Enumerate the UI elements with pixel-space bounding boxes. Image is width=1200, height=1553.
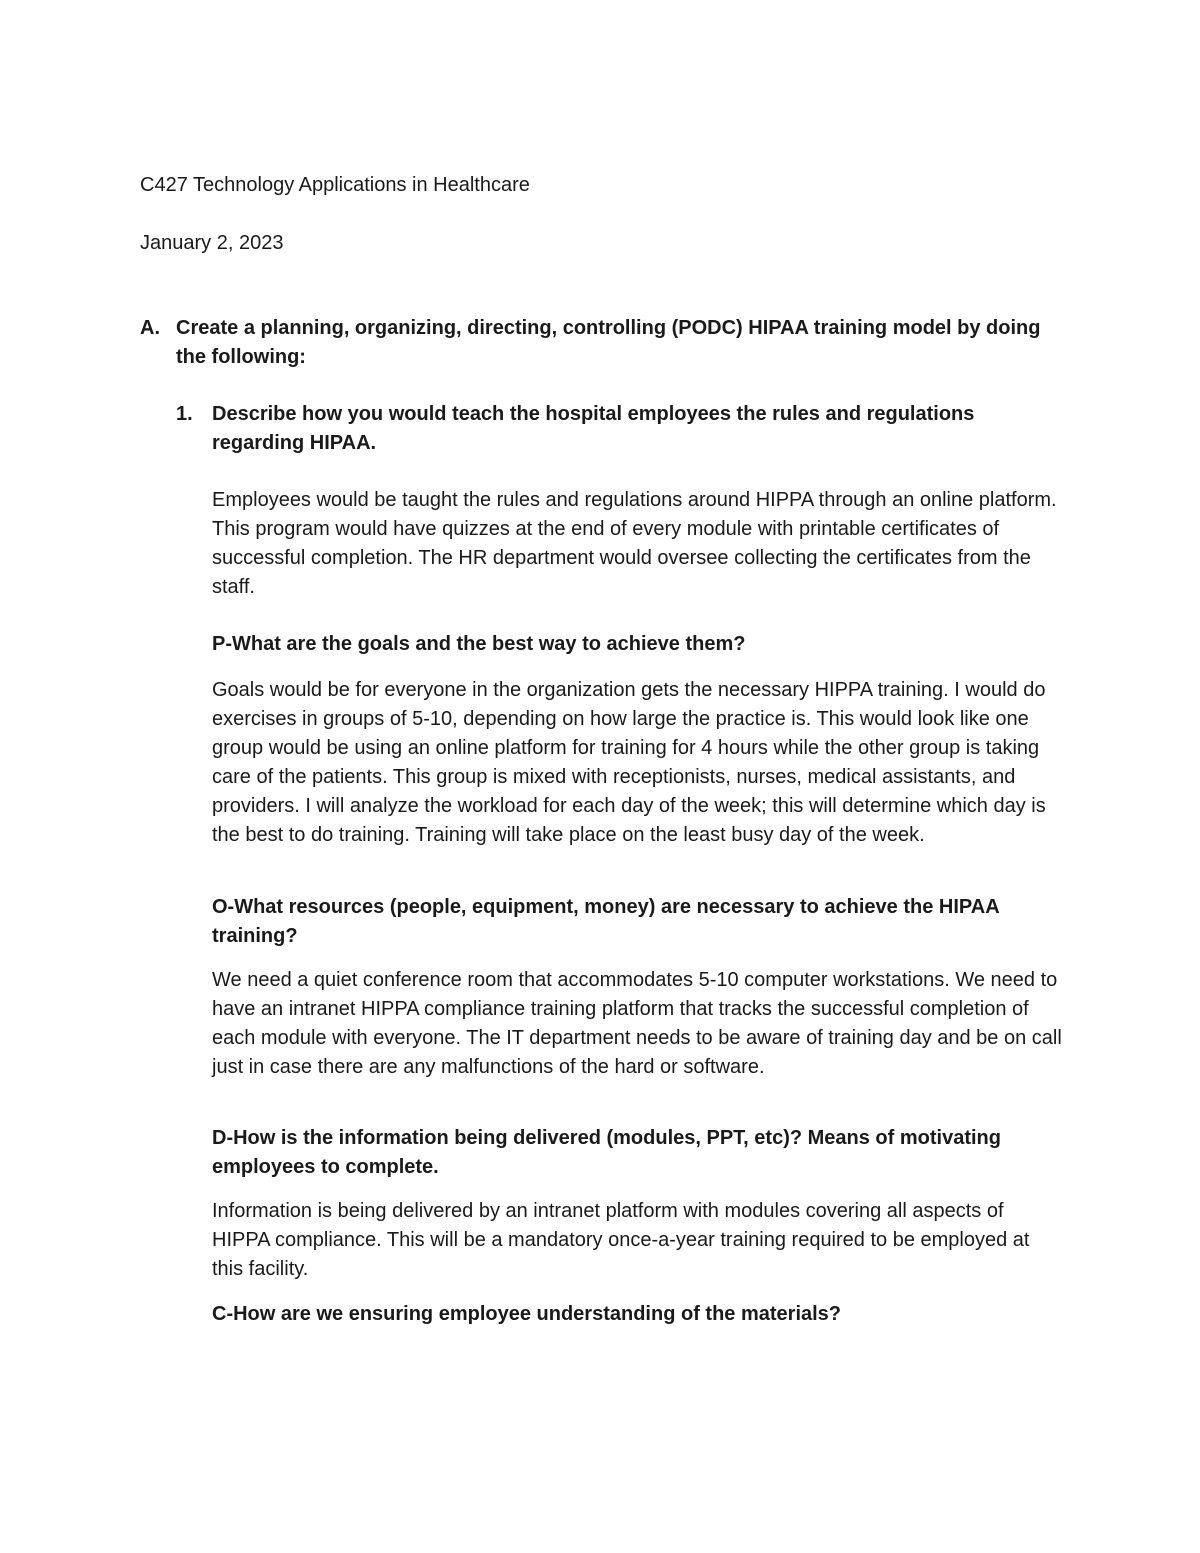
planning-answer: Goals would be for everyone in the organization gets the necessary HIPPA training. I would do exercises in groups of 5-10, depending on how large the practice is. This would look like one group would be using an online platform for training for 4 hours while the other group is taking care of the patients. This group is mixed with receptionists, nurses, medical assistants, and providers. I will analyze the workload for each day of the week; this will determine which day is the best to do training. Training will take place on the least busy day of the week. [212, 679, 1046, 846]
section-a-heading: Create a planning, organizing, directing, controlling (PODC) HIPAA training model by doing the following: [176, 317, 1041, 368]
directing-question: D-How is the information being delivered (modules, PPT, etc)? Means of motivating employees to complete. [212, 1127, 1001, 1178]
document-date: January 2, 2023 [140, 232, 284, 254]
item-1-heading: Describe how you would teach the hospital employees the rules and regulations regarding HIPAA. [212, 403, 975, 454]
planning-question: P-What are the goals and the best way to achieve them? [212, 633, 746, 655]
controlling-question: C-How are we ensuring employee understanding of the materials? [212, 1303, 842, 1325]
organizing-answer: We need a quiet conference room that accommodates 5-10 computer workstations. We need to have an intranet HIPPA compliance training platform that tracks the successful completion of each module with everyone. The IT department needs to be aware of training day and be on call just in case there are any malfunctions of the hard or software. [212, 969, 1062, 1078]
section-a [140, 314, 1060, 372]
item-1-marker: 1. [176, 403, 193, 425]
section-a-marker: A. [140, 317, 160, 339]
course-title: C427 Technology Applications in Healthcare [140, 174, 530, 196]
organizing-question: O-What resources (people, equipment, money) are necessary to achieve the HIPAA training? [212, 896, 999, 947]
item-1-answer: Employees would be taught the rules and regulations around HIPPA through an online platform. This program would have quizzes at the end of every module with printable certificates of successful completion. The HR department would oversee collecting the certificates from the staff. [212, 489, 1057, 598]
directing-answer: Information is being delivered by an intranet platform with modules covering all aspects of HIPPA compliance. This will be a mandatory once-a-year training required to be employed at this facility. [212, 1200, 1030, 1280]
item-1 [176, 400, 1060, 458]
